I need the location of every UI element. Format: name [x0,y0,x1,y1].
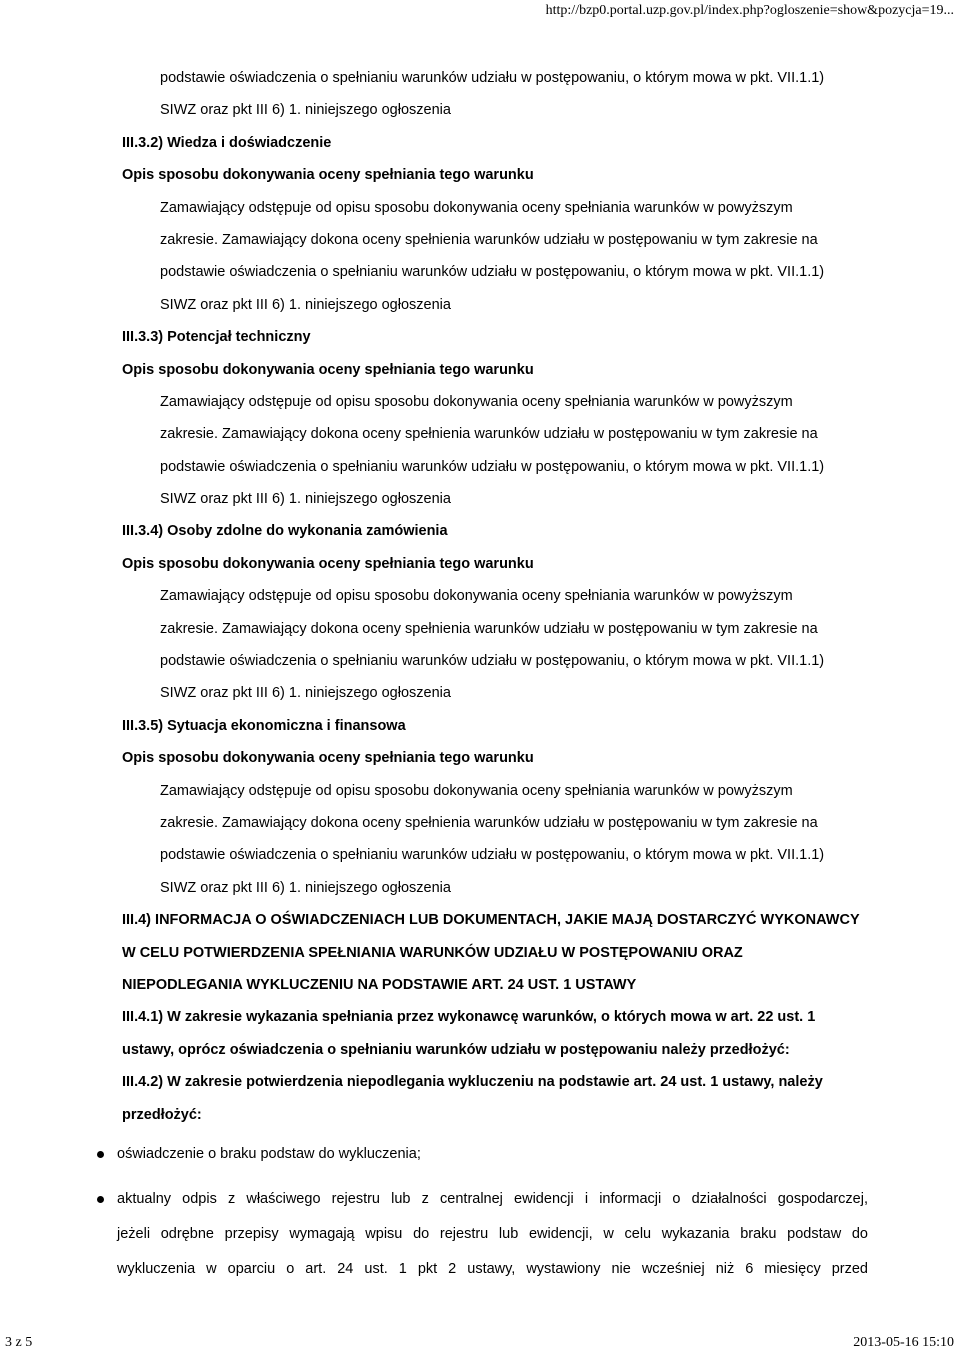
subsection-heading: III.4.2) W zakresie potwierdzenia niepodlegania wykluczeniu na podstawie art. 24 ust. 1 ustawy, należy [122,1074,823,1091]
bullet-icon [97,1151,104,1158]
body-line: SIWZ oraz pkt III 6) 1. niniejszego ogłoszenia [160,102,451,119]
body-line: Zamawiający odstępuje od opisu sposobu dokonywania oceny spełniania warunków w powyższym [160,588,793,605]
list-item-text: jeżeli odrębne przepisy wymagają wpisu do rejestru lub ewidencji, w celu wykazania braku podstaw do [117,1226,868,1242]
page-number: 3 z 5 [5,1335,33,1350]
body-line: Zamawiający odstępuje od opisu sposobu dokonywania oceny spełniania warunków w powyższym [160,199,793,216]
body-line: zakresie. Zamawiający dokona oceny spełnienia warunków udziału w postępowaniu w tym zakresie na [160,814,818,831]
body-line: Zamawiający odstępuje od opisu sposobu dokonywania oceny spełniania warunków w powyższym [160,782,793,799]
section-heading: III.4) INFORMACJA O OŚWIADCZENIACH LUB DOKUMENTACH, JAKIE MAJĄ DOSTARCZYĆ WYKONAWCY [122,912,860,929]
subsection-heading: Opis sposobu dokonywania oceny spełniania tego warunku [122,750,534,767]
subsection-heading-continued: przedłożyć: [122,1106,202,1123]
body-line: podstawie oświadczenia o spełnianiu warunków udziału w postępowaniu, o którym mowa w pkt. VII.1.1) [160,70,825,86]
body-line: Zamawiający odstępuje od opisu sposobu dokonywania oceny spełniania warunków w powyższym [160,393,793,410]
requirements-list [0,1137,960,1287]
list-item-text: wykluczenia w oparciu o art. 24 ust. 1 pkt 2 ustawy, wystawiony nie wcześniej niż 6 miesięcy przed [117,1261,868,1277]
list-item [0,1137,868,1172]
body-line: SIWZ oraz pkt III 6) 1. niniejszego ogłoszenia [160,685,451,702]
section-heading-continued: NIEPODLEGANIA WYKLUCZENIU NA PODSTAWIE ART. 24 UST. 1 USTAWY [122,976,637,993]
body-line: podstawie oświadczenia o spełnianiu warunków udziału w postępowaniu, o którym mowa w pkt. VII.1.1) [160,847,825,864]
subsection-heading: III.4.1) W zakresie wykazania spełniania przez wykonawcę warunków, o których mowa w art. 22 ust. 1 [122,1009,816,1026]
list-item-text: aktualny odpis z właściwego rejestru lub z centralnej ewidencji i informacji o działalności gospodarczej, [117,1191,868,1207]
body-line: podstawie oświadczenia o spełnianiu warunków udziału w postępowaniu, o którym mowa w pkt. VII.1.1) [160,458,825,475]
document-body [0,62,960,1131]
section-heading: III.3.3) Potencjał techniczny [122,329,311,346]
section-heading: III.3.5) Sytuacja ekonomiczna i finansowa [122,717,406,734]
list-item-text: oświadczenie o braku podstaw do wykluczenia; [117,1146,421,1162]
section-heading-continued: W CELU POTWIERDZENIA SPEŁNIANIA WARUNKÓW UDZIAŁU W POSTĘPOWANIU ORAZ [122,944,743,961]
body-line: podstawie oświadczenia o spełnianiu warunków udziału w postępowaniu, o którym mowa w pkt. VII.1.1) [160,653,825,670]
subsection-heading-continued: ustawy, oprócz oświadczenia o spełnianiu warunków udziału w postępowaniu należy przedłożyć: [122,1041,790,1058]
section-heading: III.3.2) Wiedza i doświadczenie [122,134,332,151]
subsection-heading: Opis sposobu dokonywania oceny spełniania tego warunku [122,167,534,184]
body-line: SIWZ oraz pkt III 6) 1. niniejszego ogłoszenia [160,296,451,313]
body-line: podstawie oświadczenia o spełnianiu warunków udziału w postępowaniu, o którym mowa w pkt. VII.1.1) [160,264,825,281]
body-line: zakresie. Zamawiający dokona oceny spełnienia warunków udziału w postępowaniu w tym zakresie na [160,426,818,443]
print-datetime: 2013-05-16 15:10 [853,1335,954,1350]
subsection-heading: Opis sposobu dokonywania oceny spełniania tego warunku [122,361,534,378]
bullet-icon [97,1196,104,1203]
body-line: SIWZ oraz pkt III 6) 1. niniejszego ogłoszenia [160,491,451,508]
body-line: SIWZ oraz pkt III 6) 1. niniejszego ogłoszenia [160,879,451,896]
body-line: zakresie. Zamawiający dokona oceny spełnienia warunków udziału w postępowaniu w tym zakresie na [160,231,818,248]
list-item [0,1182,868,1287]
browser-url: http://bzp0.portal.uzp.gov.pl/index.php?ogloszenie=show&pozycja=19... [545,3,954,18]
body-line: zakresie. Zamawiający dokona oceny spełnienia warunków udziału w postępowaniu w tym zakresie na [160,620,818,637]
section-heading: III.3.4) Osoby zdolne do wykonania zamówienia [122,523,448,540]
subsection-heading: Opis sposobu dokonywania oceny spełniania tego warunku [122,555,534,572]
